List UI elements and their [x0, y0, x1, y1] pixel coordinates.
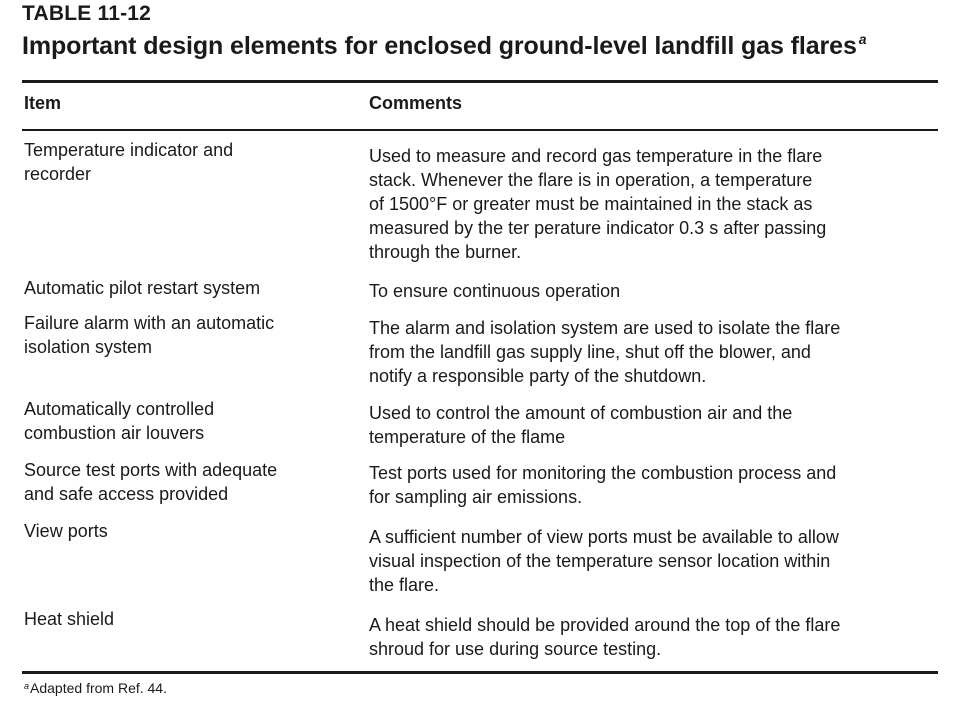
comment-line: A sufficient number of view ports must be available to allow: [369, 527, 839, 547]
comment-cell: [369, 525, 935, 597]
comment-cell: [369, 279, 935, 303]
title-footnote-marker: a: [858, 31, 867, 47]
item-line: Failure alarm with an automatic: [24, 313, 275, 333]
column-header-item: Item: [24, 93, 62, 113]
item-line: Temperature indicator and: [24, 140, 234, 160]
item-line: recorder: [24, 164, 92, 184]
item-cell: [24, 607, 344, 631]
comment-line: the flare.: [369, 575, 440, 595]
comment-line: Used to measure and record gas temperature in the flare: [369, 146, 823, 166]
comment-line: visual inspection of the temperature sensor location within: [369, 551, 831, 571]
comment-line: To ensure continuous operation: [369, 281, 621, 301]
item-cell: [24, 519, 344, 543]
item-line: and safe access provided: [24, 484, 229, 504]
comment-cell: [369, 316, 935, 388]
comment-line: A heat shield should be provided around the top of the flare: [369, 615, 841, 635]
item-line: isolation system: [24, 337, 153, 357]
item-line: View ports: [24, 521, 108, 541]
comment-line: notify a responsible party of the shutdown.: [369, 366, 707, 386]
table-footnote: [24, 680, 167, 696]
table-label: TABLE 11-12: [22, 2, 152, 25]
top-rule: [22, 80, 938, 83]
comment-line: shroud for use during source testing.: [369, 639, 662, 659]
item-cell: [24, 311, 344, 359]
item-line: Source test ports with adequate: [24, 460, 278, 480]
item-line: Heat shield: [24, 609, 115, 629]
item-cell: [24, 397, 344, 445]
comment-cell: [369, 401, 935, 449]
comment-line: Used to control the amount of combustion air and the: [369, 403, 793, 423]
comment-line: Test ports used for monitoring the combustion process and: [369, 463, 837, 483]
comment-cell: [369, 613, 935, 661]
header-rule: [22, 129, 938, 131]
document-page: [22, 0, 938, 720]
bottom-rule: [22, 671, 938, 674]
comment-line: temperature of the flame: [369, 427, 566, 447]
item-cell: [24, 458, 344, 506]
footnote-text: Adapted from Ref. 44.: [30, 680, 167, 696]
column-header-comments: Comments: [369, 93, 463, 113]
item-line: combustion air louvers: [24, 423, 205, 443]
comment-line: through the burner.: [369, 242, 522, 262]
comment-line: for sampling air emissions.: [369, 487, 583, 507]
comment-line: stack. Whenever the flare is in operation, a temperature: [369, 170, 813, 190]
table-title-text: Important design elements for enclosed ground-level landfill gas flares: [22, 32, 857, 60]
comment-line: from the landfill gas supply line, shut off the blower, and: [369, 342, 811, 362]
comment-line: measured by the ter perature indicator 0.3 s after passing: [369, 218, 827, 238]
comment-cell: [369, 461, 935, 509]
comment-line: of 1500°F or greater must be maintained in the stack as: [369, 194, 813, 214]
item-cell: [24, 138, 344, 186]
comment-line: The alarm and isolation system are used to isolate the flare: [369, 318, 841, 338]
table-title: [22, 31, 866, 61]
comment-cell: [369, 144, 935, 264]
item-line: Automatic pilot restart system: [24, 278, 261, 298]
footnote-marker: a: [24, 681, 30, 691]
item-line: Automatically controlled: [24, 399, 215, 419]
item-cell: [24, 276, 344, 300]
